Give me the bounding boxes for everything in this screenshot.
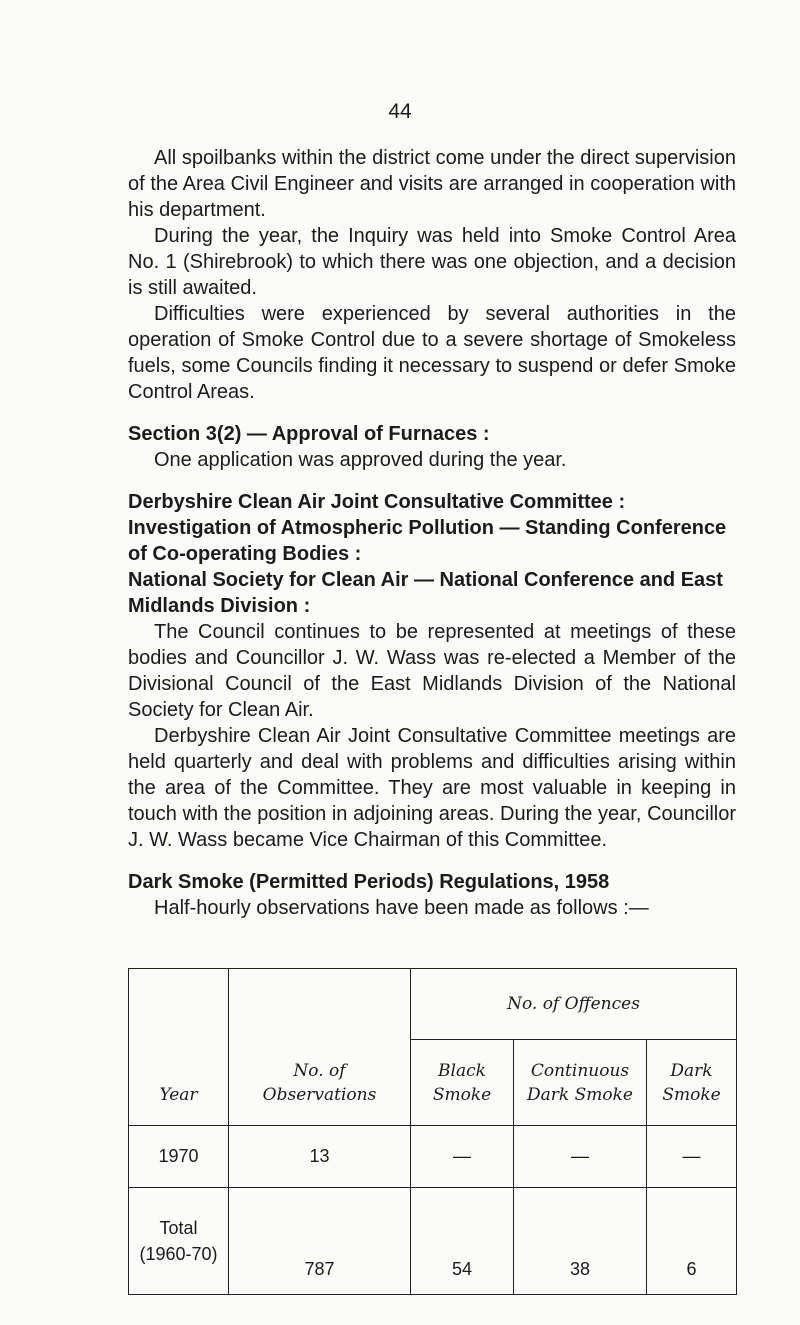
header-offences-group: No. of Offences: [411, 969, 737, 1040]
paragraph-council-represented: The Council continues to be represented at meetings of these bodies and Councillor J. W. Wass was re-elected a Member of the Divisional Council of the East Midlands Division of the National Society for Clean Air.: [128, 621, 736, 721]
page-number: 44: [388, 100, 412, 123]
heading-derbyshire-committee: Derbyshire Clean Air Joint Consultative Committee :: [128, 491, 626, 513]
section-dark-smoke: [128, 869, 736, 921]
observations-table-wrapper: [128, 968, 736, 1277]
heading-investigation-pollution: Investigation of Atmospheric Pollution — Standing Conference of Co-operating Bodies :: [128, 517, 727, 565]
cell-total-continuous-dark-smoke: 38: [514, 1188, 647, 1295]
cell-observations: 13: [229, 1126, 411, 1188]
report-text: [128, 145, 736, 921]
paragraph-furnace-approval: One application was approved during the year.: [154, 449, 567, 471]
section-committees: [128, 489, 736, 853]
observations-table: [128, 968, 737, 1295]
cell-continuous-dark-smoke: —: [514, 1126, 647, 1188]
header-dark-smoke-line1: Dark: [670, 1060, 713, 1081]
header-continuous-line1: Continuous: [530, 1060, 630, 1081]
header-observations: [229, 969, 411, 1126]
header-black-smoke: [411, 1040, 514, 1126]
heading-national-society: National Society for Clean Air — National Conference and East Midlands Division :: [128, 569, 723, 617]
header-dark-smoke: [647, 1040, 737, 1126]
cell-black-smoke: —: [411, 1126, 514, 1188]
header-black-smoke-line1: Black: [438, 1060, 486, 1081]
header-observations-line2: Observations: [262, 1085, 377, 1105]
header-continuous-dark-smoke: [514, 1040, 647, 1126]
cell-total-black-smoke: 54: [411, 1188, 514, 1295]
cell-total-line1: Total: [159, 1218, 198, 1238]
header-continuous-line2: Dark Smoke: [527, 1084, 633, 1105]
header-year: [129, 969, 229, 1126]
paragraph-observations-intro: Half-hourly observations have been made as follows :—: [154, 897, 649, 919]
cell-total-dark-smoke: 6: [647, 1188, 737, 1295]
header-dark-smoke-line2: Smoke: [662, 1084, 721, 1105]
cell-total-line2: (1960-70): [139, 1244, 218, 1264]
header-year-label: Year: [159, 1085, 198, 1105]
cell-year: 1970: [129, 1126, 229, 1188]
paragraph-spoilbanks: All spoilbanks within the district come under the direct supervision of the Area Civil Engineer and visits are arranged in cooperation with his department.: [128, 147, 736, 221]
paragraph-committee-meetings: Derbyshire Clean Air Joint Consultative Committee meetings are held quarterly and deal with problems and difficulties arising within the area of the Committee. They are most valuable in keeping in touch with the position in adjoining areas. During the year, Councillor J. W. Wass became Vice Chairman of this Committee.: [128, 725, 736, 851]
header-observations-line1: No. of: [293, 1061, 346, 1081]
table-row: [129, 1126, 737, 1188]
cell-dark-smoke: —: [647, 1126, 737, 1188]
section-furnaces: [128, 421, 736, 473]
cell-total-label: [129, 1188, 229, 1295]
header-black-smoke-line2: Smoke: [432, 1084, 492, 1105]
paragraph-difficulties: Difficulties were experienced by several authorities in the operation of Smoke Control due to a severe shortage of Smokeless fuels, some Councils finding it necessary to suspend or defer Smoke Control Areas.: [128, 303, 736, 403]
cell-total-observations: 787: [229, 1188, 411, 1295]
paragraph-inquiry: During the year, the Inquiry was held into Smoke Control Area No. 1 (Shirebrook) to which there was one objection, and a decision is still awaited.: [128, 225, 736, 299]
heading-dark-smoke-regulations: Dark Smoke (Permitted Periods) Regulations, 1958: [128, 871, 610, 893]
table-row-total: [129, 1188, 737, 1295]
heading-section-3-2: Section 3(2) — Approval of Furnaces :: [128, 423, 490, 445]
